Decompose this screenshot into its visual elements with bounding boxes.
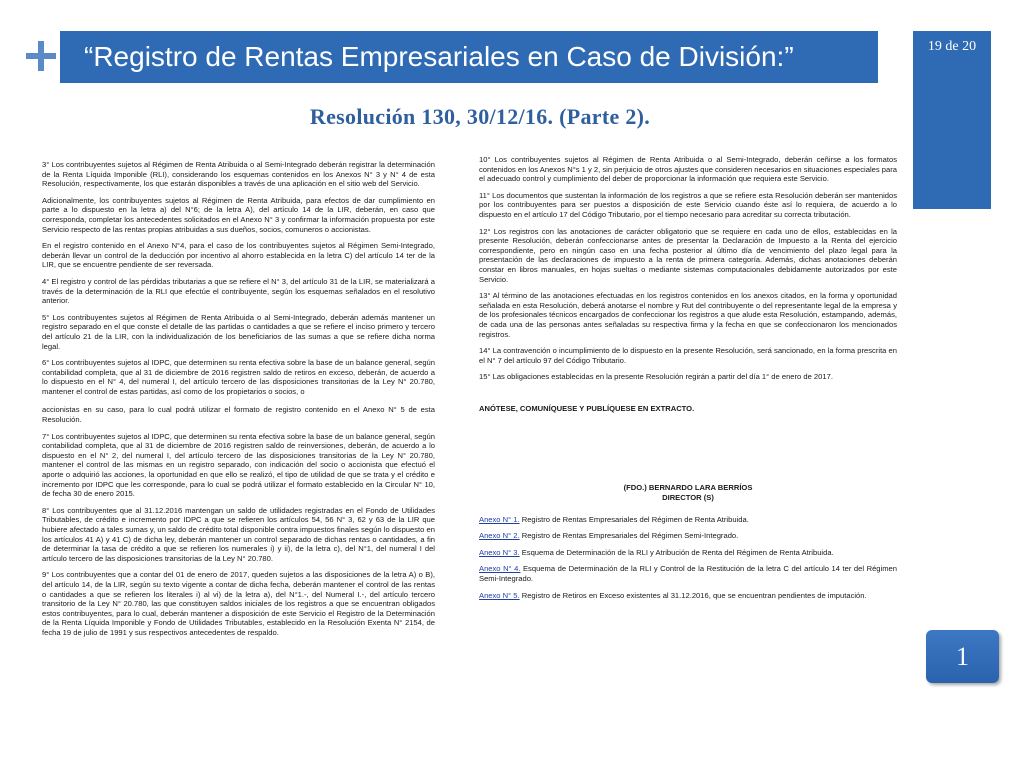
annex-4-text: Esquema de Determinación de la RLI y Control de la Restitución de la letra C del artículo 14 ter del Régimen Semi-Integrado. (479, 564, 897, 584)
paragraph-12: 12° Los registros con las anotaciones de carácter obligatorio que se requiere en cada uno de ellos, establecidas en la presente Resolución, deberán confeccionarse antes de presentar la Declaración de Impuesto a la Renta del ejercicio correspondiente, pero en ningún caso en una fecha posterior al último día de vencimiento del plazo legal para la presentación de las declaraciones de impuesto a la renta de primera categoría. Además, dichas anotaciones deberán constar en libros manuales, en hojas sueltas o mediante sistemas computacionales debidamente autorizados por este Servicio. (479, 226, 897, 284)
signature-role: DIRECTOR (S) (662, 493, 714, 503)
annex-2-link[interactable]: Anexo N° 2. (479, 531, 520, 541)
plus-icon (26, 40, 58, 72)
closing-statement: ANÓTESE, COMUNÍQUESE Y PUBLÍQUESE EN EXTRACTO. (479, 403, 695, 413)
document-left-column (42, 160, 435, 645)
paragraph-3-annex4: En el registro contenido en el Anexo N°4, para el caso de los contribuyentes sujetos al Régimen Semi-Integrado, deberán llevar un control de la deducción por incentivo al ahorro establecida en la letra C) del artículo 14 ter de la LIR, que se encuentre pendiente de ser reversada. (42, 241, 435, 270)
annex-item (479, 548, 897, 558)
paragraph-11: 11° Los documentos que sustentan la información de los registros a que se refiere esta Resolución deberán ser mantenidos por los contribuyentes para ser puestos a disposición de este Servicio cuando éste así lo requiera, de acuerdo a lo dispuesto en el artículo 17 del Código Tributario, por el tiempo necesario para acreditar su correcta tributación. (479, 190, 897, 219)
annex-1-link[interactable]: Anexo N° 1. (479, 514, 520, 524)
annex-item (479, 531, 897, 541)
paragraph-14: 14° La contravención o incumplimiento de lo dispuesto en la presente Resolución, será sancionado, en la forma prescrita en el N° 7 del artículo 97 del Código Tributario. (479, 346, 897, 365)
annex-3-link[interactable]: Anexo N° 3. (479, 547, 520, 557)
page-number-badge[interactable]: 1 (926, 630, 999, 683)
paragraph-10: 10° Los contribuyentes sujetos al Régimen de Renta Atribuida o al Semi-Integrado, deberán ceñirse a los formatos contenidos en los Anexos N°s 1 y 2, sin perjuicio de otros ajustes que consideren necesarios en situaciones especiales para el adecuado control y cumplimiento del deber de proporcionar la información que requiera este Servicio. (479, 155, 897, 184)
paragraph-3-additional: Adicionalmente, los contribuyentes sujetos al Régimen de Renta Atribuida, para efectos de dar cumplimiento en parte a lo dispuesto en la letra a) del N°6; de la letra A), del artículo 14 de la LIR, deberán, en caso que corresponda, completar los antecedentes solicitados en el Anexo N° 3 y confirmar la información propuesta por este Servicio respecto de las rentas propias atribuidas a sus dueños, socios, comuneros o accionistas. (42, 195, 435, 234)
paragraph-5: 5° Los contribuyentes sujetos al Régimen de Renta Atribuida o al Semi-Integrado, deberán además mantener un registro separado en el que conste el detalle de las partidas o cantidades a que se refiere el inciso primero y tercero del artículo 21 de la LIR, con la individualización de los beneficiarios de las sumas a que se refiere dicha norma legal. (42, 312, 435, 351)
paragraph-13: 13° Al término de las anotaciones efectuadas en los registros contenidos en los anexos citados, en la forma y oportunidad señalada en esta Resolución, deberá anotarse el nombre y Rut del contribuyente o del representante legal de la empresa y de los profesionales técnicos encargados de confeccionar los registros a que alude esta Resolución, estampando, además, de cada una de las personas antes señaladas su respectiva firma y la fecha en que se confeccionaron los mencionados registros. (479, 291, 897, 339)
annex-item (479, 515, 897, 525)
annex-4-link[interactable]: Anexo N° 4. (479, 564, 521, 574)
paragraph-8: 8° Los contribuyentes que al 31.12.2016 mantengan un saldo de utilidades registradas en el Fondo de Utilidades Tributables, de crédito e incremento por IDPC a que se refieren los artículos 54, 56 N° 3, 62 y 63 de la LIR que hubiere afectado a tales sumas y, un saldo de crédito total disponible contra impuestos finales según lo dispuesto en los artículos 41 A) y 41 C) de dicha ley, deberán mantener un control separado de dichas rentas o cantidades, a fin de determinar la tasa de crédito a que se refieren los numerales i) y ii), de la letra c), del N°1, del numeral I del artículo tercero de las disposiciones transitorias de la Ley N° 20.780. (42, 505, 435, 563)
paragraph-6-continued: accionistas en su caso, para lo cual podrá utilizar el formato de registro contenido en el Anexo N° 5 de esta Resolución. (42, 405, 435, 425)
paragraph-7: 7° Los contribuyentes sujetos al IDPC, que determinen su renta efectiva sobre la base de un balance general, según contabilidad completa, que al 31 de diciembre de 2016 registren saldo de reinversiones, deberán, de acuerdo a lo dispuesto en el N° 2, del numeral I, del artículo tercero de las disposiciones transitorias de la Ley N° 20.780, mantener el control de las mismas en un registro separado, con indicación del socio o accionista que efectuó el aporte o adquirió las acciones, la oportunidad en que ello se realizó, el tipo de utilidad de que se trata y el crédito e incremento por IDPC que les corresponde, para lo cual se podrá utilizar el formato establecido en la Circular N° 10, de fecha 30 de enero 2015. (42, 431, 435, 499)
paragraph-6: 6° Los contribuyentes sujetos al IDPC, que determinen su renta efectiva sobre la base de un balance general, según contabilidad completa, que al 31 de diciembre de 2016 registren saldo de retiros en exceso, deberán, de acuerdo a lo dispuesto en el N° 4, del numeral I, del artículo tercero de las disposiciones transitorias de la Ley N° 20.780, mantener el control de estas partidas, así como de los propietarios o socios, o (42, 358, 435, 396)
signature-name: (FDO.) BERNARDO LARA BERRÍOS (623, 483, 753, 493)
annex-2-text: Registro de Rentas Empresariales del Régimen Semi-Integrado. (519, 531, 739, 541)
annex-5-text: Registro de Retiros en Exceso existentes al 31.12.2016, que se encuentran pendientes de imputación. (519, 590, 867, 600)
annex-item (479, 564, 897, 583)
paragraph-15: 15° Las obligaciones establecidas en la presente Resolución regirán a partir del día 1° de enero de 2017. (479, 372, 833, 382)
paragraph-9: 9° Los contribuyentes que a contar del 01 de enero de 2017, queden sujetos a las disposiciones de la letra A) o B), del artículo 14, de la LIR, según su texto vigente a contar de dicha fecha, deberán mantener el control de las rentas o cantidades a que se refieren los literales i) al vi) de la letra a), del N°1.-, del Numeral I.-, del artículo tercero transitorio de la Ley N° 20.780, las que constituyen saldos iniciales de los registros a que se encuentran obligados estos contribuyentes, para lo cual, deberán mantener a disposición de este Servicio el Registro de la Determinación de la Renta Líquida Imponible y Fondo de Utilidades Tributables, establecido en la Resolución Exenta N° 2154, de fecha 19 de julio de 1991 y sus respectivos antecedentes de respaldo. (42, 570, 435, 637)
annex-1-text: Registro de Rentas Empresariales del Régimen de Renta Atribuida. (519, 514, 749, 524)
paragraph-4: 4° El registro y control de las pérdidas tributarias a que se refiere el N° 3, del artículo 31 de la LIR, se materializará a través de la determinación de la RLI que efectúe el contribuyente, según los esquemas señalados en el resolutivo anterior. (42, 276, 435, 306)
paragraph-3: 3° Los contribuyentes sujetos al Régimen de Renta Atribuida o al Semi-Integrado deberán registrar la determinación de la Renta Líquida Imponible (RLI), considerando los esquemas contenidos en los Anexos N° 3 y N° 4 de esta Resolución, respectivamente, los que estarán disponibles a través de una aplicación en el sitio web del Servicio. (42, 160, 435, 189)
slide-title: “Registro de Rentas Empresariales en Caso de División:” (60, 31, 878, 83)
annex-list (479, 515, 897, 601)
annex-3-text: Esquema de Determinación de la RLI y Atribución de Renta del Régimen de Renta Atribuida. (519, 547, 834, 557)
annex-5-link[interactable]: Anexo N° 5. (479, 590, 520, 600)
slide-counter: 19 de 20 (927, 39, 977, 54)
slide-subtitle: Resolución 130, 30/12/16. (Parte 2). (309, 104, 651, 129)
document-right-column (479, 155, 897, 607)
annex-item (479, 591, 897, 601)
